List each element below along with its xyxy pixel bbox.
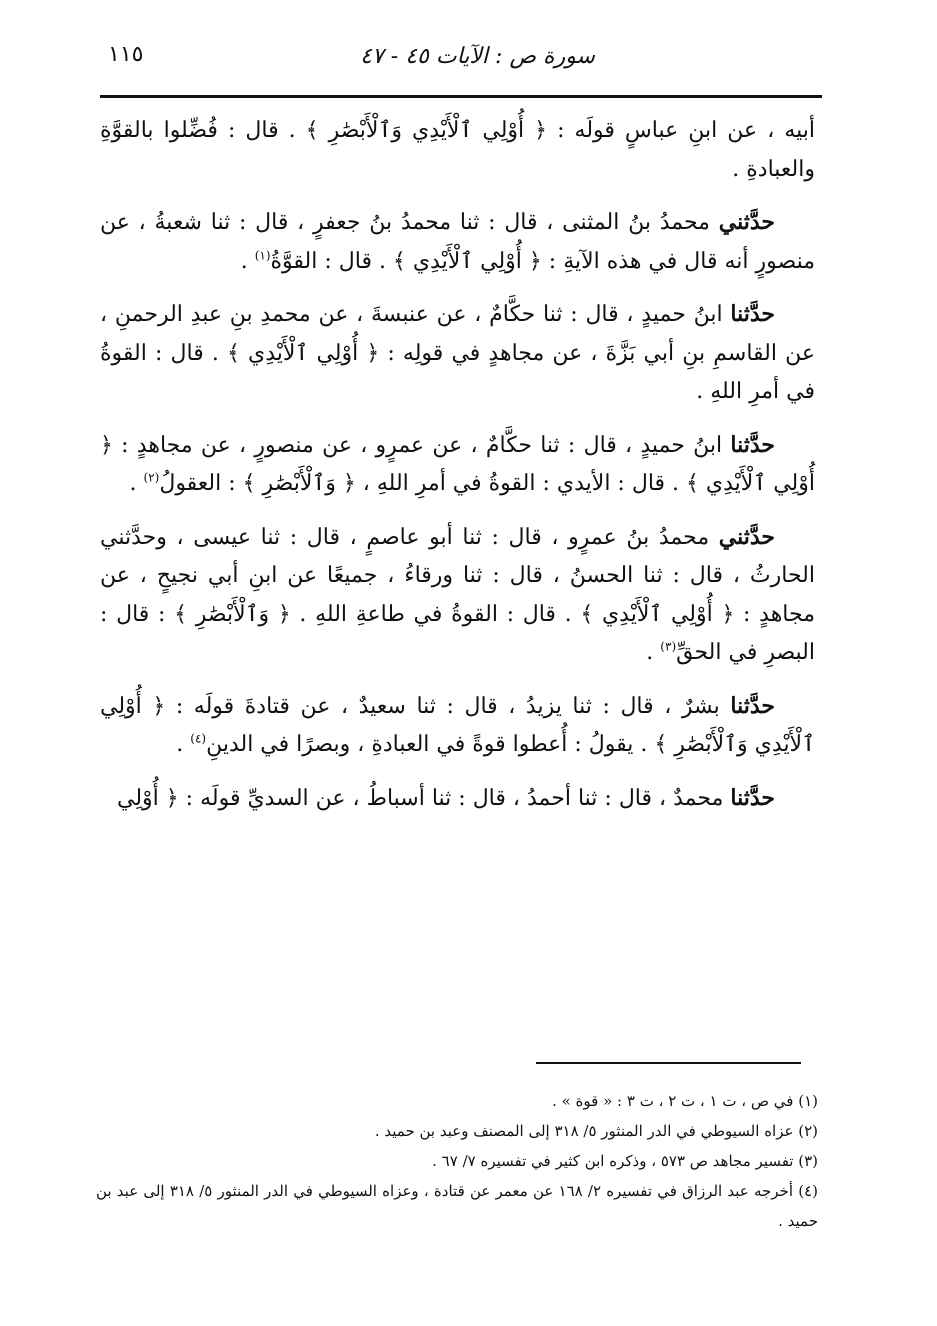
paragraph-text: محمدُ بنُ المثنى ، قال : ثنا محمدُ بنُ جعفرٍ ، قال : ثنا شعبةُ ، عن منصورٍ أنه قال في هذه الآيةِ : ﴿ أُوْلِي ٱلْأَيْدِي ﴾ . قال : القوَّةُ <box>100 210 815 274</box>
paragraph-text: بشرٌ ، قال : ثنا يزيدُ ، قال : ثنا سعيدٌ ، عن قتادةَ قولَه : ﴿ أُوْلِي ٱلْأَيْدِي وَٱلْأَبْصَٰرِ ﴾ . يقولُ : أُعطوا قوةً في العبادةِ ، وبصرًا في الدينِ <box>100 693 815 757</box>
paragraph-text: ابنُ حميدٍ ، قال : ثنا حكَّامٌ ، عن عنبسةَ ، عن محمدِ بنِ عبدِ الرحمنِ ، عن القاسمِ بنِ أبي بَزَّةَ ، عن مجاهدٍ في قولِه : ﴿ أُوْلِي ٱلْأَيْدِي ﴾ . قال : القوةُ في أمرِ اللهِ . <box>100 302 815 404</box>
running-header <box>100 36 820 86</box>
narrator-lead: حدَّثنا <box>730 692 775 719</box>
paragraph-tail: . <box>176 732 191 757</box>
paragraph-tail: . <box>240 248 255 274</box>
footnote: (٤) أخرجه عبد الرزاق في تفسيره ٢/ ١٦٨ عن معمر عن قتادة ، وعزاه السيوطي في الدر المنثور ٥/ ٣١٨ إلى عبد بن حميد . <box>96 1182 818 1230</box>
footnote-ref: (٤) <box>190 731 207 746</box>
narrator-lead: حدَّثنا <box>730 301 776 327</box>
footnote-ref: (١) <box>254 248 271 263</box>
paragraph <box>100 112 815 189</box>
paragraph-text: ابنُ حميدٍ ، قال : ثنا حكَّامٌ ، عن عمرٍو ، عن منصورٍ ، عن مجاهدٍ : ﴿ أُوْلِي ٱلْأَيْدِي ﴾ . قال : الأيدي : القوةُ في أمرِ اللهِ ، ﴿ وَٱلْأَبْصَٰرِ ﴾ : العقولُ <box>100 432 815 496</box>
footnote-rule <box>536 1062 801 1064</box>
paragraph-tail: . <box>646 640 661 665</box>
main-text <box>100 112 815 832</box>
paragraph <box>100 203 815 281</box>
paragraph <box>100 687 815 765</box>
narrator-lead: حدَّثنا <box>730 784 775 811</box>
footnote-ref: (٣) <box>660 639 677 654</box>
header-rule <box>100 95 822 98</box>
narrator-lead: حدَّثني <box>718 523 775 550</box>
paragraph <box>100 295 815 412</box>
paragraph-text: محمدٌ ، قال : ثنا أحمدُ ، قال : ثنا أسباطُ ، عن السديِّ قولَه : ﴿ أُوْلِي <box>117 785 724 811</box>
paragraph <box>100 426 815 504</box>
narrator-lead: حدَّثنا <box>730 431 775 458</box>
footnote: (٢) عزاه السيوطي في الدر المنثور ٥/ ٣١٨ إلى المصنف وعبد بن حميد . <box>374 1122 818 1140</box>
surah-header-title: سورة ص : الآيات ٤٥ - ٤٧ <box>360 44 595 69</box>
paragraph-tail: . <box>129 471 144 496</box>
paragraph <box>100 518 815 673</box>
paragraph-text: محمدُ بنُ عمرٍو ، قال : ثنا أبو عاصمٍ ، قال : ثنا عيسى ، وحدَّثني الحارثُ ، قال : ثنا الحسنُ ، قال : ثنا ورقاءُ ، جميعًا عن ابنِ أبي نجيحٍ ، عن مجاهدٍ : ﴿ أُوْلِي ٱلْأَيْدِي ﴾ . قال : القوةُ في طاعةِ اللهِ . ﴿ وَٱلْأَبْصَٰرِ ﴾ : قال : البصرِ في الحقِّ <box>100 524 815 665</box>
page-number: ١١٥ <box>108 42 144 67</box>
footnotes <box>96 1086 818 1236</box>
narrator-lead: حدَّثني <box>718 209 775 235</box>
paragraph-text: أبيه ، عن ابنِ عباسٍ قولَه : ﴿ أُوْلِي ٱلْأَيْدِي وَٱلْأَبْصَٰرِ ﴾ . قال : فُضِّلوا بالقوَّةِ والعبادةِ . <box>100 118 815 182</box>
footnote: (١) في ص ، ت ١ ، ت ٢ ، ت ٣ : « قوة » . <box>552 1092 818 1110</box>
footnote-ref: (٢) <box>143 470 160 485</box>
paragraph <box>100 779 815 819</box>
footnote: (٣) تفسير مجاهد ص ٥٧٣ ، وذكره ابن كثير في تفسيره ٧/ ٦٧ . <box>432 1152 818 1170</box>
